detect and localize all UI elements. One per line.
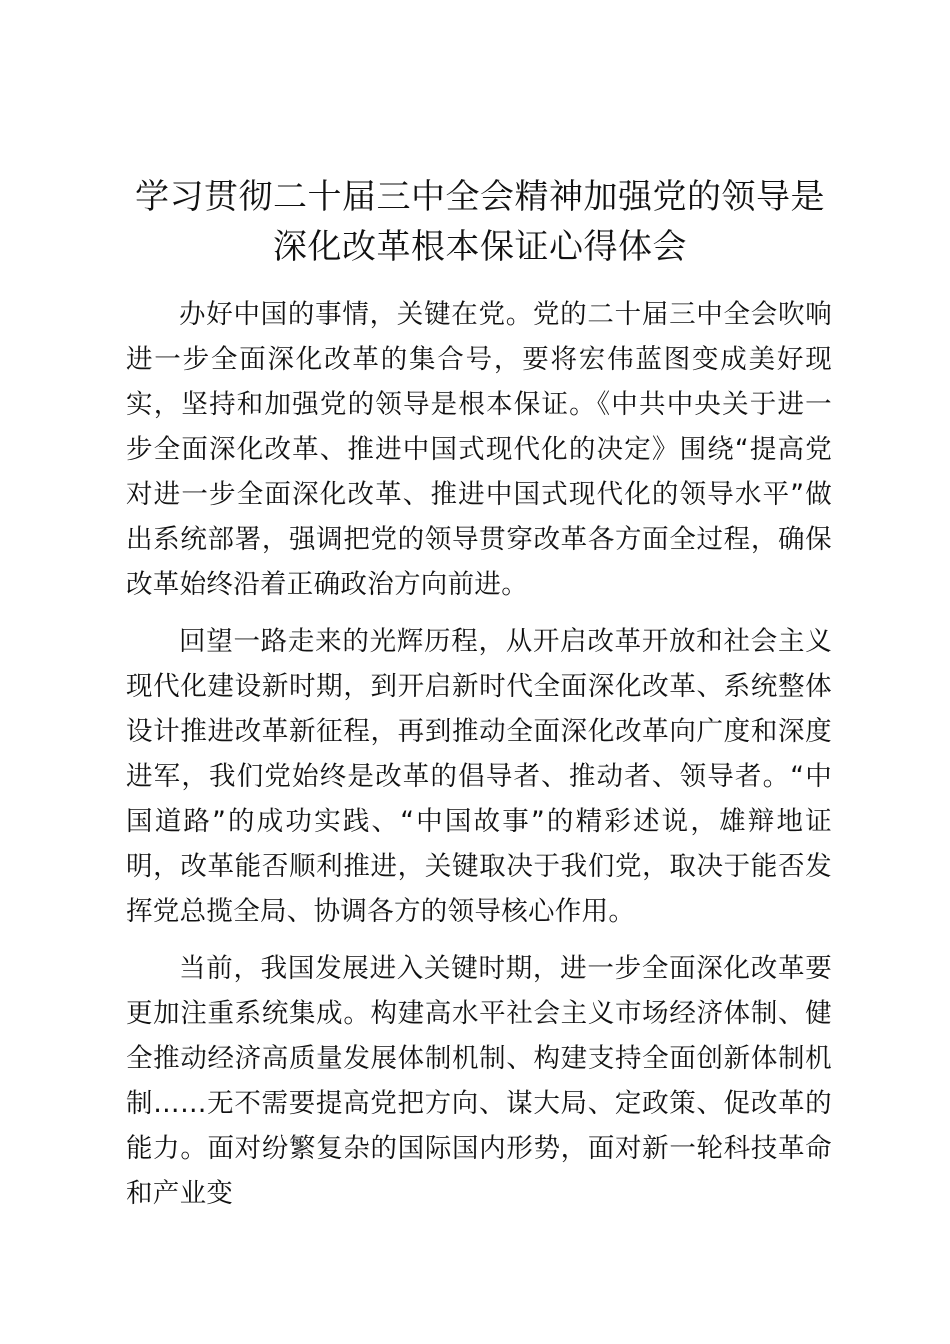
title-line-2: 深化改革根本保证心得体会	[273, 227, 687, 267]
document-title	[110, 172, 850, 272]
paragraph-2: 回望一路走来的光辉历程，从开启改革开放和社会主义现代化建设新时期，到开启新时代全面深化改革、系统整体设计推进改革新征程，再到推动全面深化改革向广度和深度进军，我们党始终是改革的倡导者、推动者、领导者。“中国道路”的成功实践、“中国故事”的精彩述说，雄辩地证明，改革能否顺利推进，关键取决于我们党，取决于能否发挥党总揽全局、协调各方的领导核心作用。	[126, 626, 832, 927]
paragraph-1: 办好中国的事情，关键在党。党的二十届三中全会吹响进一步全面深化改革的集合号，要将宏伟蓝图变成美好现实，坚持和加强党的领导是根本保证。《中共中央关于进一步全面深化改革、推进中国式现代化的决定》围绕“提高党对进一步全面深化改革、推进中国式现代化的领导水平”做出系统部署，强调把党的领导贯穿改革各方面全过程，确保改革始终沿着正确政治方向前进。	[126, 299, 832, 600]
title-line-1: 学习贯彻二十届三中全会精神加强党的领导是	[135, 177, 825, 217]
paragraph-3: 当前，我国发展进入关键时期，进一步全面深化改革要更加注重系统集成。构建高水平社会主义市场经济体制、健全推动经济高质量发展体制机制、构建支持全面创新体制机制……无不需要提高党把方向、谋大局、定政策、促改革的能力。面对纷繁复杂的国际国内形势，面对新一轮科技革命和产业变	[126, 953, 832, 1209]
